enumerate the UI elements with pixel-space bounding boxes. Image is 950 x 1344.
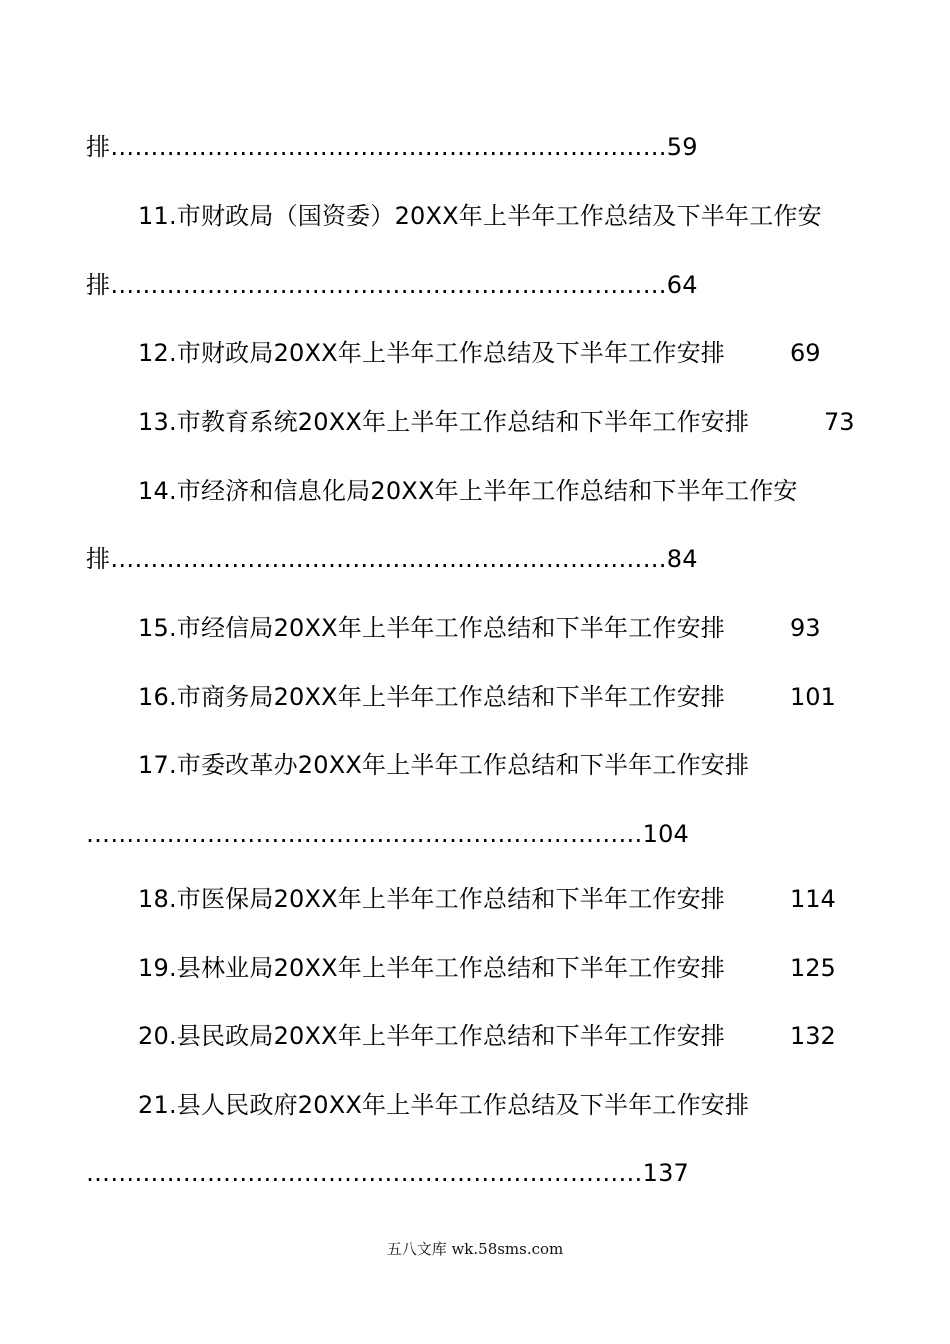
toc-entry-16-page: 101 [790,683,836,711]
toc-entry-19-page: 125 [790,954,836,982]
toc-entry-21: 21.县人民政府20XX年上半年工作总结及下半年工作安排 [138,1091,750,1119]
toc-entry-19: 19.县林业局20XX年上半年工作总结和下半年工作安排 [138,954,725,982]
toc-entry-14: 14.市经济和信息化局20XX年上半年工作总结和下半年工作安 [138,477,798,505]
toc-entry-20-page: 132 [790,1022,836,1050]
toc-entry-18-page: 114 [790,885,836,913]
toc-entry-16: 16.市商务局20XX年上半年工作总结和下半年工作安排 [138,683,725,711]
page-footer-watermark: 五八文库 wk.58sms.com [386,1240,564,1258]
toc-entry-11-continuation: 排……………………………………………………………64 [86,271,698,299]
toc-entry-18: 18.市医保局20XX年上半年工作总结和下半年工作安排 [138,885,725,913]
toc-entry-20: 20.县民政局20XX年上半年工作总结和下半年工作安排 [138,1022,725,1050]
toc-entry-13-page: 73 [824,408,855,436]
toc-entry-11: 11.市财政局（国资委）20XX年上半年工作总结及下半年工作安 [138,202,822,230]
toc-entry-12: 12.市财政局20XX年上半年工作总结及下半年工作安排 [138,339,725,367]
toc-entry-21-continuation: ……………………………………………………………137 [86,1159,690,1187]
toc-entry-13: 13.市教育系统20XX年上半年工作总结和下半年工作安排 [138,408,750,436]
toc-entry-15: 15.市经信局20XX年上半年工作总结和下半年工作安排 [138,614,725,642]
toc-entry-15-page: 93 [790,614,821,642]
toc-entry-12-page: 69 [790,339,821,367]
toc-entry-17: 17.市委改革办20XX年上半年工作总结和下半年工作安排 [138,751,750,779]
toc-entry-17-continuation: ……………………………………………………………104 [86,820,690,848]
toc-entry-14-continuation: 排……………………………………………………………84 [86,545,698,573]
toc-entry-10-continuation: 排……………………………………………………………59 [86,133,698,161]
